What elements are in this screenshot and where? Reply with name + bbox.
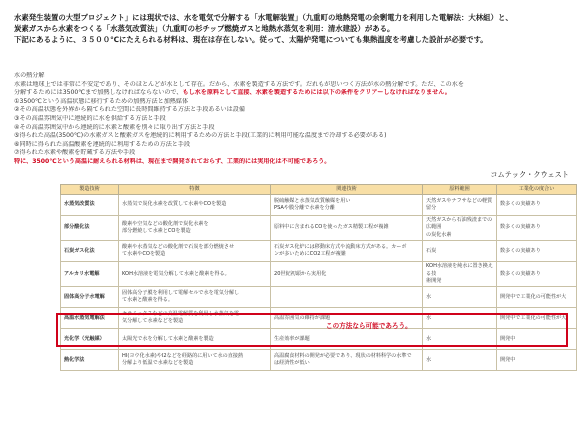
section-text-2-red: もし水を原料として直接、水素を製造するためには以下の条件をクリアーしなければなりません。: [182, 89, 451, 97]
intro-line-1: 水素発生装置の大型プロジェクト」には現状では、水を電気で分解する「水電解装置」（九重町の地熱発電の余剰電力を利用した電解法：大林組）と、: [14, 13, 513, 22]
related-cell: 脱硫触媒と水蒸気改質触媒を用い PSAや膜分離で水素を分離: [271, 195, 423, 216]
feature-cell: KOH水溶液を電気分解して水素と酸素を得る。: [119, 262, 271, 287]
feature-cell: 固体高分子膜を利用して電解セルで水を電気分解し て水素と酸素を得る。: [119, 287, 271, 308]
feature-cell: セラミックスなどの高温電解質を利用し水蒸気を電 気分解して水素などを製造: [119, 308, 271, 329]
status-cell: 数多くの実績あり: [497, 195, 577, 216]
table-row: [61, 216, 577, 241]
material-warning: 特に、3500℃という高温に耐えられる材料は、現在まで開発されておらず、工業的には実用化は不可能であろう。: [14, 157, 331, 165]
status-cell: 数多くの実績あり: [497, 241, 577, 262]
method-cell: 熱化学法: [61, 350, 119, 371]
status-cell: 数多くの実績あり: [497, 262, 577, 287]
feature-cell: 太陽光で水を分解して水素と酸素を製造: [119, 329, 271, 350]
condition-item: ②その高温状態を外界から隔てられた空間に長時間維持する方法と手段あるいは設備: [14, 106, 245, 114]
highlight-note: この方法なら可能であろう。: [326, 322, 412, 330]
method-cell: 高温水蒸気電解法: [61, 308, 119, 329]
section-text-1: 水素は地球上では非常に不安定であり、そのほとんどが水として存在。だから、水素を製造する方法です。だれもが思いつく方法が水の熱分解です。ただ、この水を: [14, 80, 464, 88]
feature-cell: 水蒸気で炭化水素を改質して水素やCOを製造: [119, 195, 271, 216]
method-cell: 水蒸気改質法: [61, 195, 119, 216]
condition-item: ⑦得られた水素や酸素を貯蔵する方法や手段: [14, 149, 136, 157]
table-row: [61, 287, 577, 308]
method-cell: 光化学（光触媒）: [61, 329, 119, 350]
related-cell: [271, 287, 423, 308]
condition-item: ④その高温雰囲気中から連続的に水素と酸素を別々に取り出す方法と手段: [14, 123, 215, 131]
company-name: コムテック・クウェスト: [490, 170, 569, 179]
related-cell: 石炭ガス化炉には移動床方式や流動床方式がある。カーボ ンが多いためにCO2工程が複雑: [271, 241, 423, 262]
feedstock-cell: 水: [423, 308, 497, 329]
table-row: [61, 350, 577, 371]
feedstock-cell: 天然ガスから石油残渣までの広範囲 の炭化水素: [423, 216, 497, 241]
method-cell: 部分酸化法: [61, 216, 119, 241]
feature-cell: 酸素や空気などの酸化剤で炭化水素を 部分燃焼して水素とCOを製造: [119, 216, 271, 241]
table-row: [61, 262, 577, 287]
feedstock-cell: 水: [423, 350, 497, 371]
status-cell: 開発中: [497, 350, 577, 371]
status-cell: 数多くの実績あり: [497, 216, 577, 241]
intro-line-3: 下記にあるように、３５００℃にたえられる材料は、現在は存在しない。従って、太陽炉発電についても集熱温度を考慮した設計が必要です。: [14, 35, 488, 45]
method-cell: アルカリ水電解: [61, 262, 119, 287]
feedstock-cell: 石炭: [423, 241, 497, 262]
condition-item: ①3500℃という高温状態に移行するための加熱方法と加熱媒体: [14, 97, 189, 105]
header-method: 製造技術: [61, 185, 119, 195]
status-cell: 開発中で工業化の可能性が大: [497, 308, 577, 329]
related-cell: 原料中に含まれるCOを使ったガス精製工程が複雑: [271, 216, 423, 241]
condition-item: ⑤得られた高温(3500℃)の水素ガスと酸素ガスを連続的に利用するための方法と手段(工業的に利用可能な温度まで冷却する必要がある): [14, 132, 387, 140]
feedstock-cell: 水: [423, 329, 497, 350]
thermal-decomposition-section: [14, 72, 574, 167]
condition-item: ⑥同時に得られた高温酸素を連続的に利用するための方法と手段: [14, 140, 191, 148]
method-cell: 固体高分子水電解: [61, 287, 119, 308]
table-header-row: [61, 185, 577, 195]
feedstock-cell: KOH水溶液を純水に置き換える技 術開発: [423, 262, 497, 287]
feedstock-cell: 天然ガスやナフサなどの軽質留分: [423, 195, 497, 216]
intro-line-2: 炭素ガスから水素をつくる「水蒸気改質法」（九重町の杉チップ燃焼ガスと地熱水蒸気を利用：清水建設）がある。: [14, 24, 395, 34]
section-heading: 水の熱分解: [14, 72, 45, 79]
feature-cell: 酸素や水蒸気などの酸化剤で石炭を部分燃焼させ て水素やCOを製造: [119, 241, 271, 262]
table-row: [61, 195, 577, 216]
status-cell: 開発中で工業化の可能性が大: [497, 287, 577, 308]
condition-item: ③その高温雰囲気中に連続的に水を供給する方法と手段: [14, 114, 166, 122]
header-related: 関連技術: [271, 185, 423, 195]
section-text-2: [14, 89, 574, 98]
related-cell: 高温腐食材料の開発が必要であり、現状の材料科学の水準で は経済性が低い: [271, 350, 423, 371]
feature-cell: HI(ヨウ化水素)やI2などを経路的に用いて水の直接熱 分解より低温で水素などを製造: [119, 350, 271, 371]
section-text-2-plain: 分解するためには3500℃まで加熱しなければならないので、: [14, 89, 183, 97]
status-cell: 開発中: [497, 329, 577, 350]
method-cell: 石炭ガス化法: [61, 241, 119, 262]
intro-paragraph: [14, 12, 574, 46]
highlight-box: [56, 313, 568, 347]
feedstock-cell: 水: [423, 287, 497, 308]
header-feedstock: 原料範囲: [423, 185, 497, 195]
table-row: [61, 241, 577, 262]
related-cell: 高温雰囲気の維持が課題: [271, 308, 423, 329]
header-status: 工業化の度合い: [497, 185, 577, 195]
related-cell: 生産効率が課題: [271, 329, 423, 350]
header-feature: 特徴: [119, 185, 271, 195]
related-cell: 20世紀初頭から実用化: [271, 262, 423, 287]
